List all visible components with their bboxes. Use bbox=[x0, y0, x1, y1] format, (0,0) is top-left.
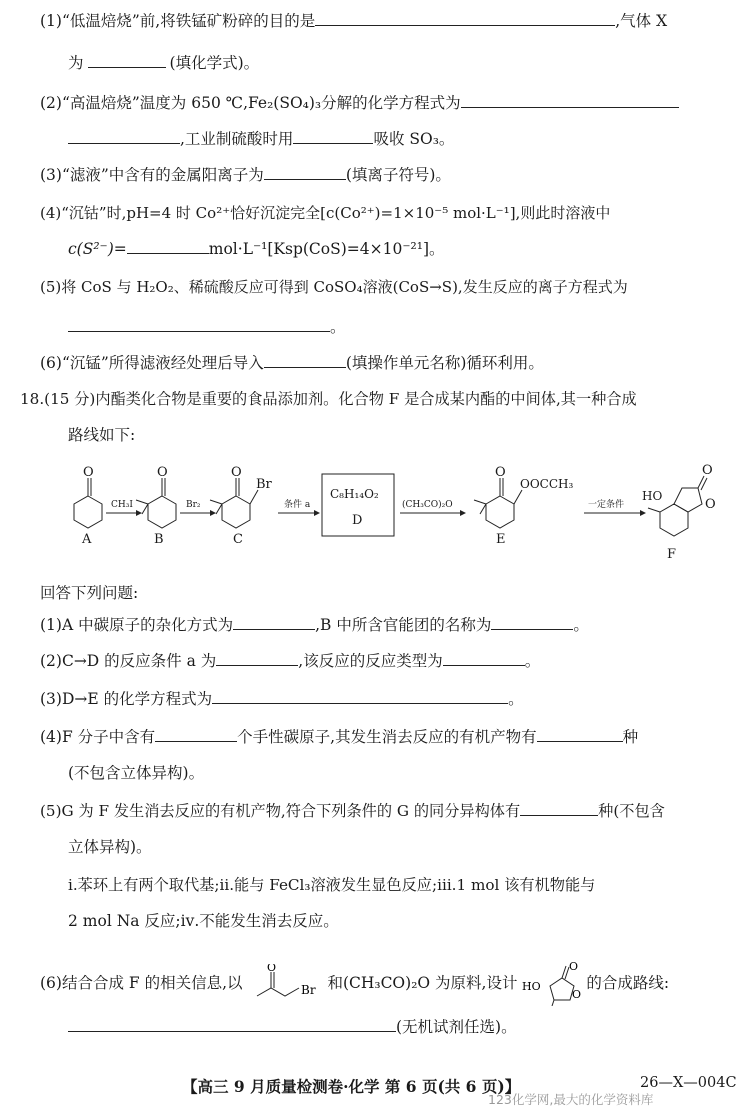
answer-blank[interactable] bbox=[68, 1017, 396, 1032]
q18-part4-line2: (不包含立体异构)。 bbox=[68, 764, 205, 782]
answer-blank[interactable] bbox=[520, 801, 598, 816]
answer-blank[interactable] bbox=[264, 353, 346, 368]
reagent-br2: Br₂ bbox=[186, 500, 201, 510]
q18-title-line2: 路线如下: bbox=[68, 426, 136, 444]
atom-o: O bbox=[231, 465, 242, 480]
arrow-head bbox=[136, 510, 142, 516]
answer-blank[interactable] bbox=[443, 651, 525, 666]
compound-label-a: A bbox=[82, 532, 92, 547]
answer-blank[interactable] bbox=[68, 129, 180, 144]
q18-title-line1: 18.(15 分)内酯类化合物是重要的食品添加剂。化合物 F 是合成某内酯的中间体,其一种合成 bbox=[20, 390, 637, 408]
atom-o: O bbox=[572, 988, 582, 1001]
answer-blank[interactable] bbox=[315, 11, 615, 26]
bromoacetone-structure bbox=[249, 964, 325, 1004]
q18-answer-intro: 回答下列问题: bbox=[40, 584, 139, 602]
q18-part3: (3)D→E 的化学方程式为 。 bbox=[40, 690, 524, 708]
arrow-head bbox=[210, 510, 216, 516]
answer-blank[interactable] bbox=[293, 129, 373, 144]
atom-o: O bbox=[157, 465, 168, 480]
reagent-ch3i: CH₃I bbox=[111, 500, 133, 510]
q17-part4-line2: c(S²⁻)= mol·L⁻¹[Ksp(CoS)=4×10⁻²¹]。 bbox=[68, 240, 445, 258]
atom-br: Br bbox=[256, 477, 272, 492]
compound-label-f: F bbox=[667, 547, 677, 562]
atom-o: O bbox=[83, 465, 94, 480]
reagent-acetic-anhydride: (CH₃CO)₂O bbox=[402, 500, 453, 510]
q17-part2-line1: (2)“高温焙烧”温度为 650 ℃,Fe₂(SO₄)₃分解的化学方程式为 bbox=[40, 92, 679, 114]
reagent-condition-a: 条件 a bbox=[284, 500, 311, 510]
compound-d-formula: C₈H₁₄O₂ bbox=[330, 487, 379, 501]
atom-o: O bbox=[495, 465, 506, 480]
synthesis-scheme bbox=[62, 460, 722, 570]
answer-blank[interactable] bbox=[491, 615, 573, 630]
q17-part2-line2: ,工业制硫酸时用 吸收 SO₃。 bbox=[68, 128, 454, 150]
answer-blank[interactable] bbox=[155, 727, 237, 742]
atom-o: O bbox=[267, 964, 277, 974]
answer-blank[interactable] bbox=[88, 53, 166, 68]
answer-blank[interactable] bbox=[264, 165, 346, 180]
page-footer: 【高三 9 月质量检测卷·化学 第 6 页(共 6 页)】 bbox=[182, 1077, 521, 1096]
ester-group: OOCCH₃ bbox=[520, 477, 574, 491]
compound-c-structure bbox=[210, 478, 258, 528]
answer-blank[interactable] bbox=[233, 615, 315, 630]
q17-part6: (6)“沉锰”所得滤液经处理后导入 (填操作单元名称)循环利用。 bbox=[40, 354, 544, 372]
compound-label-b: B bbox=[154, 532, 164, 547]
q18-part1: (1)A 中碳原子的杂化方式为 ,B 中所含官能团的名称为 。 bbox=[40, 616, 589, 634]
atom-o: O bbox=[569, 962, 579, 973]
compound-label-e: E bbox=[496, 532, 506, 547]
q17-part5-line1: (5)将 CoS 与 H₂O₂、稀硫酸反应可得到 CoSO₄溶液(CoS→S),发生反应的离子方程式为 bbox=[40, 278, 628, 296]
answer-blank[interactable] bbox=[68, 317, 330, 332]
answer-blank[interactable] bbox=[461, 93, 679, 108]
compound-b-structure bbox=[136, 478, 176, 528]
q17-part4-line1: (4)“沉钴”时,pH=4 时 Co²⁺恰好沉淀完全[c(Co²⁺)=1×10⁻⁵ mol·L⁻¹],则此时溶液中 bbox=[40, 204, 611, 222]
atom-br: Br bbox=[301, 983, 316, 997]
q18-part5-conditions-2: 2 mol Na 反应;ⅳ.不能发生消去反应。 bbox=[68, 912, 339, 930]
atom-ho: HO bbox=[642, 489, 663, 503]
atom-o: O bbox=[705, 497, 716, 512]
q17-part5-line2: 。 bbox=[68, 316, 346, 338]
arrow-head bbox=[460, 510, 466, 516]
arrow-head bbox=[314, 510, 320, 516]
q18-part5-line1: (5)G 为 F 发生消去反应的有机产物,符合下列条件的 G 的同分异构体有 种(不包含 bbox=[40, 802, 665, 820]
target-lactone-structure bbox=[522, 962, 586, 1006]
answer-blank[interactable] bbox=[212, 689, 508, 704]
watermark: 123化学网,最大的化学资料库 bbox=[488, 1092, 654, 1107]
compound-label-c: C bbox=[233, 532, 243, 547]
q18-part4-line1: (4)F 分子中含有 个手性碳原子,其发生消去反应的有机产物有 种 bbox=[40, 728, 639, 746]
q18-part2: (2)C→D 的反应条件 a 为 ,该反应的反应类型为 。 bbox=[40, 652, 541, 670]
q17-part1-line2: 为 (填化学式)。 bbox=[68, 54, 260, 72]
compound-label-d: D bbox=[352, 513, 363, 528]
reagent-certain-conditions: 一定条件 bbox=[588, 500, 625, 510]
q17-part1-line1: (1)“低温焙烧”前,将铁锰矿粉碎的目的是 ,气体 X bbox=[40, 12, 668, 30]
q18-part5-conditions-1: ⅰ.苯环上有两个取代基;ⅱ.能与 FeCl₃溶液发生显色反应;ⅲ.1 mol 该有机物能与 bbox=[68, 876, 596, 894]
answer-blank[interactable] bbox=[127, 239, 209, 254]
q17-part3: (3)“滤液”中含有的金属阳离子为 (填离子符号)。 bbox=[40, 166, 451, 184]
compound-e-structure bbox=[474, 478, 522, 528]
q18-part6-line1: (6)结合合成 F 的相关信息,以 O Br 和(CH₃CO)₂O 为原料,设计 HO O O 的合成路线: bbox=[40, 962, 669, 1006]
atom-o: O bbox=[702, 463, 713, 478]
answer-blank[interactable] bbox=[537, 727, 623, 742]
compound-f-structure bbox=[648, 476, 707, 536]
atom-ho: HO bbox=[522, 980, 542, 993]
compound-a-structure bbox=[74, 478, 102, 528]
arrow-head bbox=[640, 510, 646, 516]
q18-part5-line2: 立体异构)。 bbox=[68, 838, 152, 856]
q18-part6-line2: (无机试剂任选)。 bbox=[68, 1016, 517, 1038]
exam-code: 26—X—004C bbox=[640, 1075, 737, 1091]
answer-blank[interactable] bbox=[216, 651, 298, 666]
